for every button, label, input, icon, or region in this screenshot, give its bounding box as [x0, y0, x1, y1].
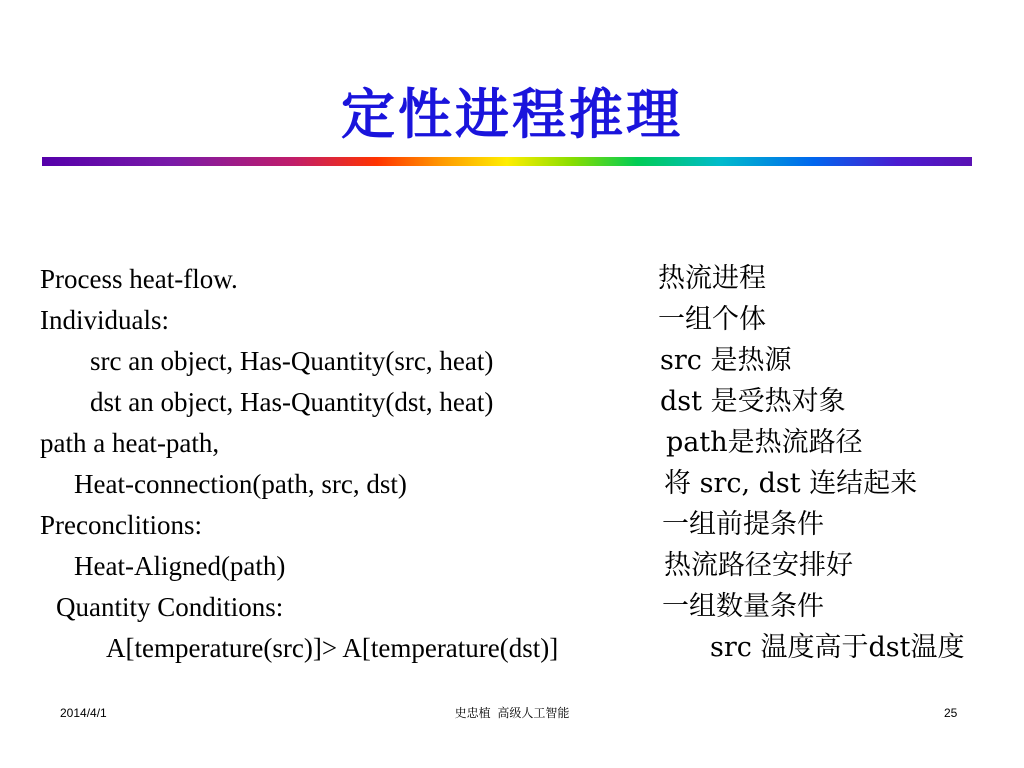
process-line: Process heat-flow.: [40, 264, 238, 294]
quantity-conditions-translation: 一组数量条件: [662, 591, 824, 622]
footer-date: 2014/4/1: [60, 706, 107, 720]
footer-author-course: 史忠植 高级人工智能: [454, 706, 570, 720]
quantity-conditions-line: Quantity Conditions:: [56, 592, 284, 622]
heat-aligned-translation: 热流路径安排好: [664, 550, 853, 581]
dst-line: dst an object, Has-Quantity(dst, heat): [90, 387, 494, 417]
temperature-condition-translation: src 温度高于dst温度: [710, 632, 965, 663]
individuals-line: Individuals:: [40, 305, 169, 335]
src-line: src an object, Has-Quantity(src, heat): [90, 346, 494, 376]
preconditions-line: Preconclitions:: [40, 510, 202, 540]
heat-connection-line: Heat-connection(path, src, dst): [74, 469, 407, 499]
heat-aligned-line: Heat-Aligned(path): [74, 551, 286, 581]
dst-translation: dst 是受热对象: [660, 386, 846, 417]
preconditions-translation: 一组前提条件: [662, 509, 824, 540]
path-line: path a heat-path,: [40, 428, 220, 458]
slide-title: 定性进程推理: [341, 83, 683, 146]
path-translation: path是热流路径: [666, 427, 863, 458]
footer-page-number: 25: [944, 706, 958, 720]
process-translation: 热流进程: [658, 263, 766, 294]
temperature-condition-line: A[temperature(src)]> A[temperature(dst)]: [106, 633, 559, 663]
individuals-translation: 一组个体: [658, 304, 766, 335]
title-underline-rainbow-bar: [42, 157, 972, 166]
src-translation: src 是热源: [660, 345, 792, 376]
heat-connection-translation: 将 src, dst 连结起来: [664, 468, 918, 499]
